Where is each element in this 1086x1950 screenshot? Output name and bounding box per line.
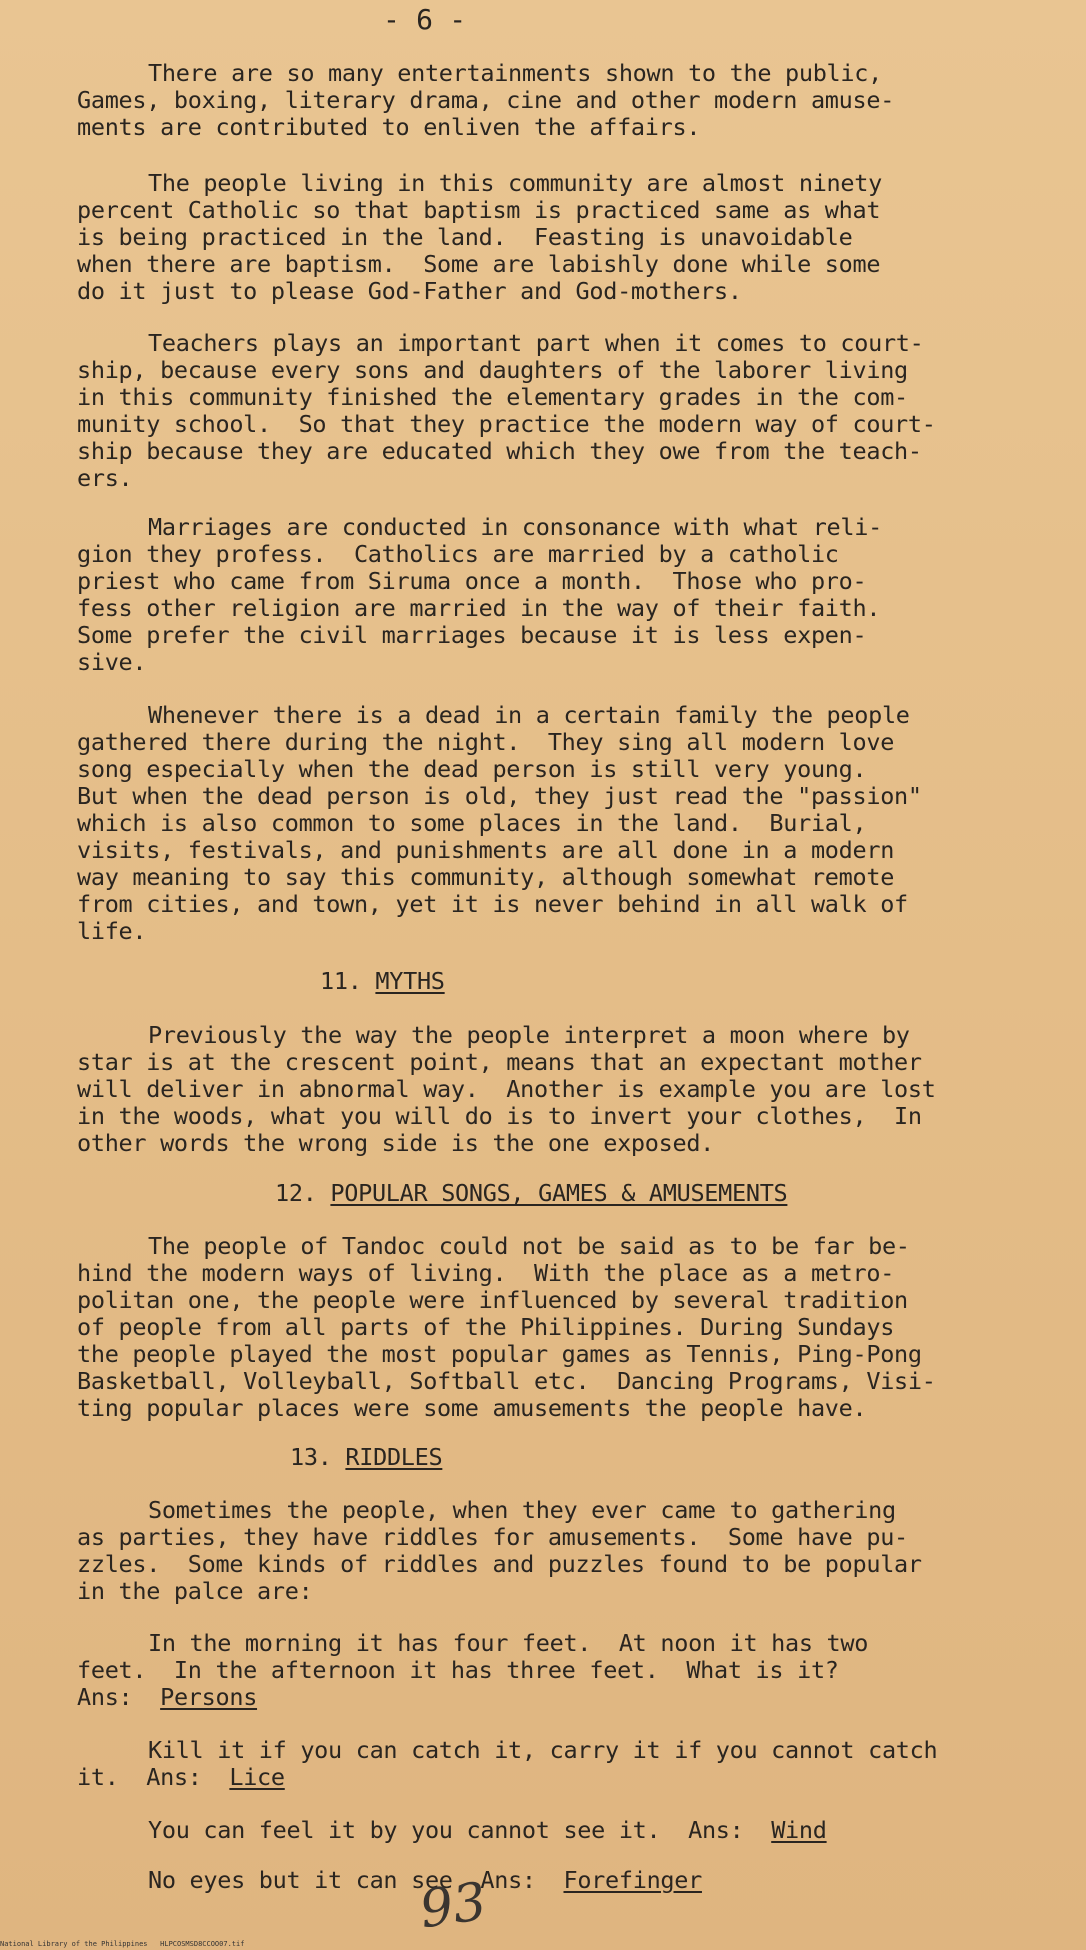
text-line: politan one, the people were influenced by several tradition [77,1286,908,1314]
text-line: Previously the way the people interpret a moon where by [148,1021,910,1049]
riddle-text: No eyes but it can see [148,1866,453,1894]
answer-label: Ans: [77,1683,133,1711]
text-line: life. [77,917,147,945]
section-number: 12. [275,1179,317,1207]
answer-value: Wind [771,1816,827,1844]
text-line: visits, festivals, and punishments are all done in a modern [77,836,895,864]
text-line: ship, because every sons and daughters of the laborer living [77,356,908,384]
text-line: from cities, and town, yet it is never behind in all walk of [77,890,908,918]
text-line: zzles. Some kinds of riddles and puzzles found to be popular [77,1550,922,1578]
text-line: ers. [77,464,133,492]
text-line: ments are contributed to enliven the affairs. [77,113,701,141]
text-line: other words the wrong side is the one exposed. [77,1129,715,1157]
section-heading-myths [320,968,445,995]
text-line: priest who came from Siruma once a month. Those who pro- [77,567,867,595]
text-line: Games, boxing, literary drama, cine and other modern amuse- [77,86,895,114]
handwritten-page-number: 93 [416,1871,491,1941]
answer-line [77,1764,285,1791]
answer-value: Forefinger [563,1866,702,1894]
text-fragment: it. [77,1763,119,1791]
text-line: fess other religion are married in the way of their faith. [77,594,881,622]
section-number: 11. [320,967,362,995]
text-line: the people played the most popular games as Tennis, Ping-Pong [77,1340,922,1368]
text-line: percent Catholic so that baptism is practiced same as what [77,196,881,224]
riddle-text: You can feel it by you cannot see it. [148,1816,661,1844]
text-line: Teachers plays an important part when it comes to court- [148,329,924,357]
text-line: way meaning to say this community, although somewhat remote [77,863,895,891]
text-line: There are so many entertainments shown to the public, [148,59,882,87]
text-line: will deliver in abnormal way. Another is example you are lost [77,1075,936,1103]
answer-label: Ans: [146,1763,202,1791]
section-title: MYTHS [375,967,445,995]
section-title: RIDDLES [345,1443,443,1471]
answer-value: Persons [160,1683,258,1711]
text-line: hind the modern ways of living. With the place as a metro- [77,1259,895,1287]
text-line: as parties, they have riddles for amusements. Some have pu- [77,1523,908,1551]
text-line: in the palce are: [77,1577,313,1605]
text-line: feet. In the afternoon it has three feet. What is it? [77,1656,839,1684]
text-line: in the woods, what you will do is to invert your clothes, In [77,1102,922,1130]
text-line: The people of Tandoc could not be said as to be far be- [148,1232,910,1260]
riddle-3 [148,1817,827,1844]
text-line: Kill it if you can catch it, carry it if you cannot catch [148,1736,938,1764]
archive-footer: National Library of the Philippines HLPCOSMSD8CCOO07.tif [0,1940,245,1948]
text-line: Some prefer the civil marriages because it is less expen- [77,621,867,649]
section-heading-riddles [290,1444,442,1471]
text-line: in this community finished the elementary grades in the com- [77,383,908,411]
text-line: ting popular places were some amusements the people have. [77,1394,867,1422]
text-line: gion they profess. Catholics are married by a catholic [77,540,839,568]
text-line: The people living in this community are almost ninety [148,169,882,197]
section-number: 13. [290,1443,332,1471]
text-line: Sometimes the people, when they ever came to gathering [148,1496,896,1524]
answer-line [77,1684,257,1711]
text-line: But when the dead person is old, they just read the "passion" [77,782,922,810]
text-line: which is also common to some places in the land. Burial, [77,809,867,837]
text-line: of people from all parts of the Philippines. During Sundays [77,1313,895,1341]
text-line: Basketball, Volleyball, Softball etc. Dancing Programs, Visi- [77,1367,936,1395]
text-line: when there are baptism. Some are labishly done while some [77,250,881,278]
text-line: Marriages are conducted in consonance with what reli- [148,513,882,541]
text-line: munity school. So that they practice the modern way of court- [77,410,936,438]
section-heading-songs [275,1180,787,1207]
section-title: POPULAR SONGS, GAMES & AMUSEMENTS [330,1179,788,1207]
text-line: is being practiced in the land. Feasting is unavoidable [77,223,853,251]
text-line: sive. [77,648,147,676]
text-line: star is at the crescent point, means that an expectant mother [77,1048,922,1076]
answer-value: Lice [229,1763,285,1791]
page-number: - 6 - [383,3,466,36]
text-line: do it just to please God-Father and God-mothers. [77,277,742,305]
answer-label: Ans: [688,1816,744,1844]
text-line: In the morning it has four feet. At noon it has two [148,1629,869,1657]
text-line: gathered there during the night. They sing all modern love [77,728,895,756]
text-line: song especially when the dead person is still very young. [77,755,867,783]
answer-label: Ans: [480,1866,536,1894]
text-line: Whenever there is a dead in a certain family the people [148,701,910,729]
text-line: ship because they are educated which they owe from the teach- [77,437,922,465]
